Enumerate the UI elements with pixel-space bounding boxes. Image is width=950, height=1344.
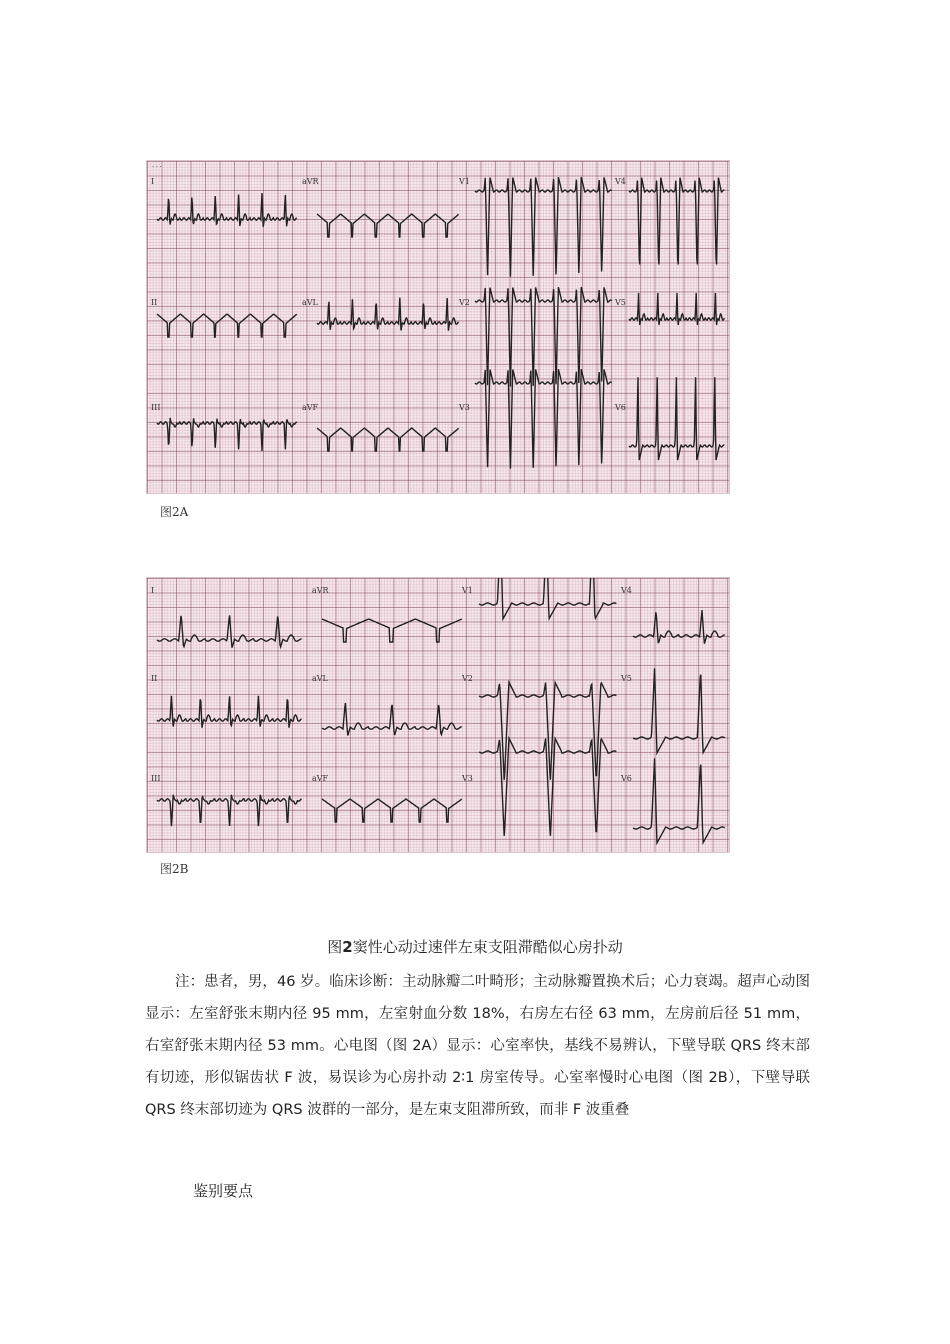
ecg-waveform [629,293,724,325]
lead-label: aVF [312,774,329,783]
ecg-waveform [322,799,462,822]
figure-label-2b: 图2B [160,862,189,876]
figure-label-2a: 图2A [160,505,189,519]
ecg-waveform [629,377,724,460]
ecg-waveform [157,418,297,451]
ecg-waveform [633,668,725,753]
ecg-header-strip: ... [151,161,163,169]
ecg-figure-2a [146,160,730,494]
lead-label: aVL [312,674,328,683]
section-subheading: 鉴别要点 [193,1182,254,1200]
lead-label: V5 [621,674,632,683]
ecg-waveform [479,578,616,619]
lead-label: V4 [615,177,626,186]
ecg-waveform [157,615,302,647]
lead-label: V4 [621,586,632,595]
ecg-waveform [475,287,612,387]
lead-label: I [151,177,155,186]
lead-label: aVR [302,177,319,186]
caption-number: 2 [342,938,353,956]
lead-label: aVR [312,586,329,595]
ecg-waveform [317,428,459,451]
lead-label: V2 [462,674,473,683]
ecg-waveform [475,177,612,277]
ecg-waveform [157,314,297,337]
ecg-waveform [633,610,725,644]
ecg-waveform [475,369,612,469]
ecg-waveform [322,619,462,642]
lead-label: V2 [459,298,470,307]
lead-label: V3 [459,403,470,412]
ecg-waveform [157,193,297,227]
lead-label: V3 [462,774,473,783]
lead-label: I [151,586,155,595]
lead-label: V6 [621,774,632,783]
caption-title: 窦性心动过速伴左束支阻滞酷似心房扑动 [352,938,623,956]
ecg-waveform [317,298,459,331]
lead-label: aVL [302,298,318,307]
lead-label: V1 [459,177,470,186]
ecg-tracings-2a [147,161,729,493]
lead-label: V6 [615,403,626,412]
ecg-waveform [157,795,302,826]
lead-label: aVF [302,403,319,412]
ecg-tracings-2b [147,578,729,852]
lead-label: III [151,774,161,783]
lead-label: V1 [462,586,473,595]
ecg-waveform [633,758,725,843]
ecg-waveform [479,738,616,836]
figure-caption [0,936,950,957]
case-note-paragraph: 注：患者，男，46 岁。临床诊断：主动脉瓣二叶畸形；主动脉瓣置换术后；心力衰竭。超声心动图显示：左室舒张末期内径 95 mm，左室射血分数 18%，右房左右径 63 mm，左房前后径 51 mm，右室舒张末期内径 53 mm。心电图（图 2A）显示：心室率快，基线不易辨认，下壁导联 QRS 终末部有切迹，形似锯齿状 F 波，易误诊为心房扑动 2∶1 房室传导。心室率慢时心电图（图 2B），下壁导联 QRS 终末部切迹为 QRS 波群的一部分，是左束支阻滞所致，而非 F 波重叠 [145,974,810,1118]
ecg-waveform [629,178,724,265]
lead-label: V5 [615,298,626,307]
lead-label: II [151,674,158,683]
ecg-waveform [157,696,302,728]
ecg-waveform [322,703,462,736]
ecg-figure-2b [146,577,730,853]
caption-prefix: 图 [327,938,343,956]
lead-label: III [151,403,161,412]
lead-label: II [151,298,158,307]
ecg-waveform [479,682,616,780]
ecg-waveform [317,214,459,237]
